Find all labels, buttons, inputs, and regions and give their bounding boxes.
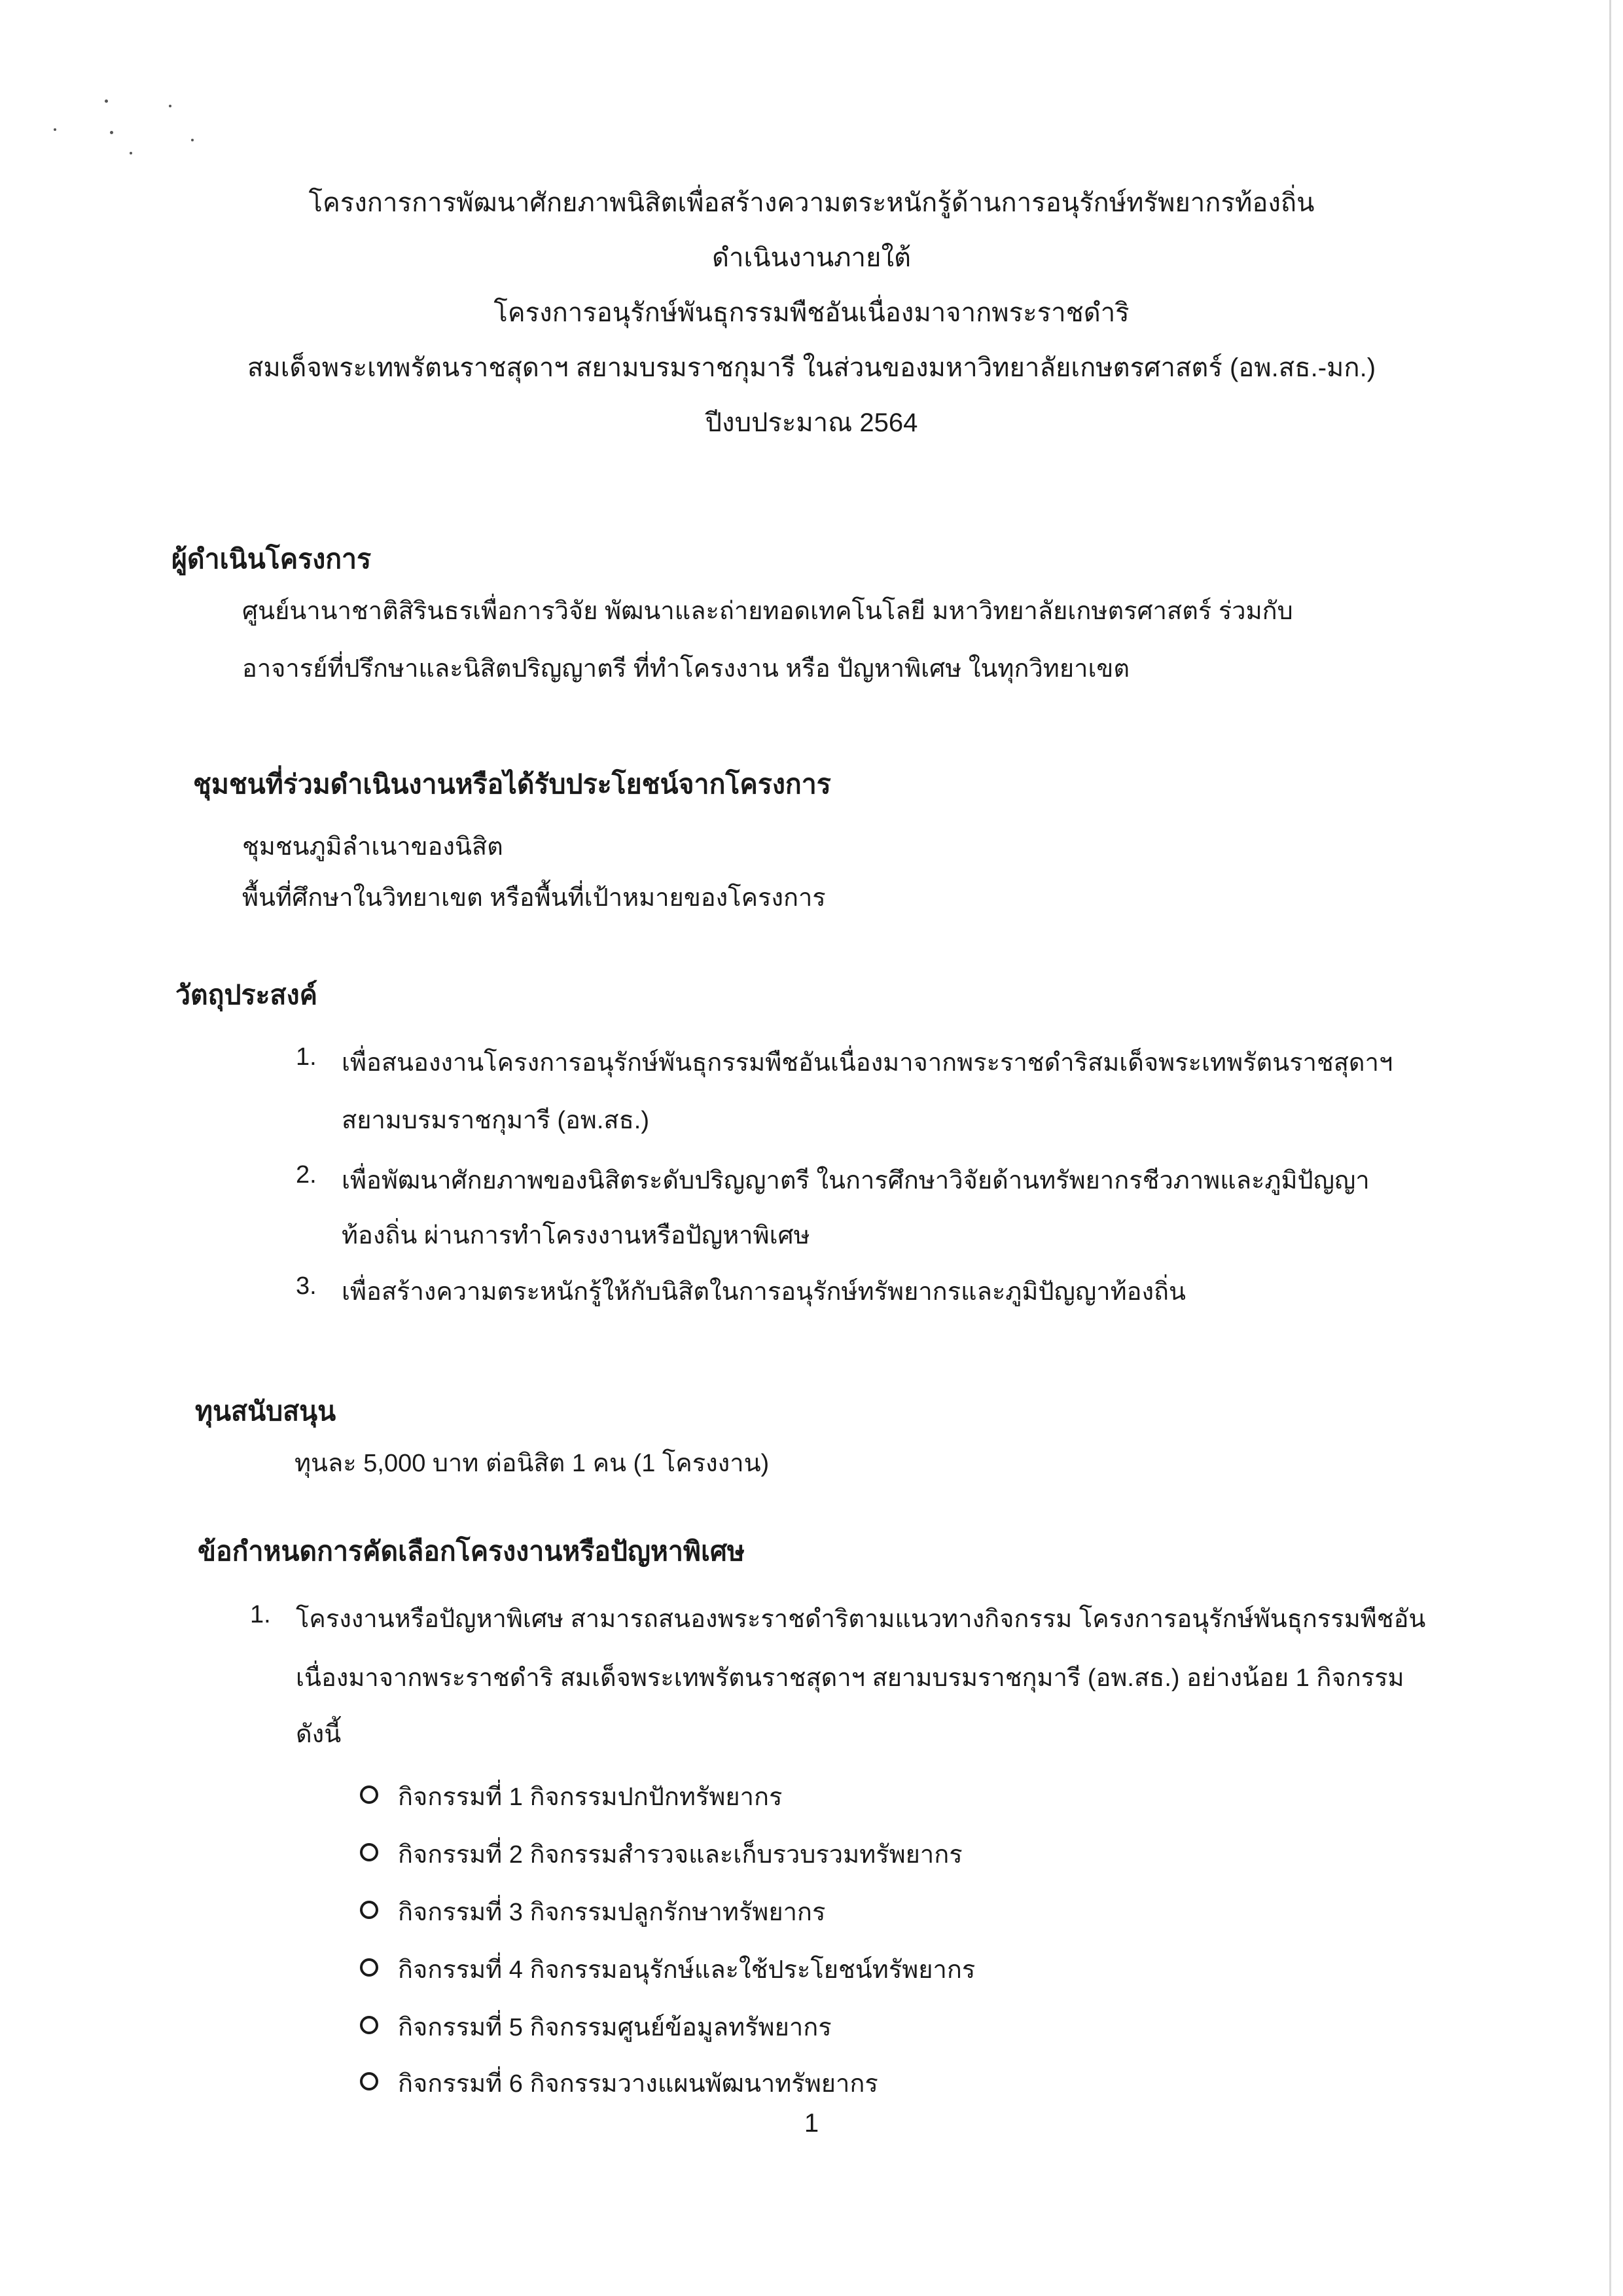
document-title <box>0 175 1623 450</box>
funding-text: ทุนละ 5,000 บาท ต่อนิสิต 1 คน (1 โครงงาน) <box>294 1450 770 1477</box>
operator-text: ศูนย์นานาชาติสิรินธรเพื่อการวิจัย พัฒนาและถ่ายทอดเทคโนโลยี มหาวิทยาลัยเกษตรศาสตร์ ร่วมกับ <box>242 598 1293 625</box>
objective-text: ท้องถิ่น ผ่านการทำโครงงานหรือปัญหาพิเศษ <box>342 1222 810 1249</box>
title-line: โครงการอนุรักษ์พันธุกรรมพืชอันเนื่องมาจากพระราชดำริ <box>493 298 1130 327</box>
criteria-text: โครงงานหรือปัญหาพิเศษ สามารถสนองพระราชดำริตามแนวทางกิจกรรม โครงการอนุรักษ์พันธุกรรมพืชอัน <box>296 1605 1426 1633</box>
circle-bullet-icon <box>360 2072 378 2090</box>
circle-bullet-icon <box>360 2016 378 2034</box>
objective-number: 1. <box>296 1043 317 1071</box>
criteria-text: ดังนี้ <box>296 1721 342 1748</box>
scan-speck <box>105 99 108 103</box>
title-line: ปีงบประมาณ 2564 <box>705 408 918 437</box>
community-heading: ชุมชนที่ร่วมดำเนินงานหรือได้รับประโยชน์จากโครงการ <box>193 769 831 799</box>
community-text: พื้นที่ศึกษาในวิทยาเขต หรือพื้นที่เป้าหมายของโครงการ <box>242 884 826 912</box>
title-line: โครงการการพัฒนาศักยภาพนิสิตเพื่อสร้างความตระหนักรู้ด้านการอนุรักษ์ทรัพยากรท้องถิ่น <box>308 188 1315 217</box>
activity-item: กิจกรรมที่ 3 กิจกรรมปลูกรักษาทรัพยากร <box>398 1899 826 1926</box>
circle-bullet-icon <box>360 1958 378 1977</box>
community-text: ชุมชนภูมิลำเนาของนิสิต <box>242 833 503 861</box>
operator-text: อาจารย์ที่ปรึกษาและนิสิตปริญญาตรี ที่ทำโครงงาน หรือ ปัญหาพิเศษ ในทุกวิทยาเขต <box>242 655 1130 683</box>
scan-speck <box>169 105 171 107</box>
activity-item: กิจกรรมที่ 5 กิจกรรมศูนย์ข้อมูลทรัพยากร <box>398 2014 832 2041</box>
objective-text: สยามบรมราชกุมารี (อพ.สธ.) <box>342 1107 650 1134</box>
objective-text: เพื่อพัฒนาศักยภาพของนิสิตระดับปริญญาตรี ในการศึกษาวิจัยด้านทรัพยากรชีวภาพและภูมิปัญญา <box>342 1167 1370 1194</box>
funding-heading: ทุนสนับสนุน <box>195 1396 336 1426</box>
objective-number: 2. <box>296 1161 317 1189</box>
objective-number: 3. <box>296 1272 317 1300</box>
circle-bullet-icon <box>360 1843 378 1861</box>
objectives-heading: วัตถุประสงค์ <box>175 980 318 1010</box>
scan-speck <box>130 152 132 154</box>
objective-text: เพื่อสนองงานโครงการอนุรักษ์พันธุกรรมพืชอันเนื่องมาจากพระราชดำริสมเด็จพระเทพรัตนราชสุดาฯ <box>342 1049 1393 1077</box>
title-line: สมเด็จพระเทพรัตนราชสุดาฯ สยามบรมราชกุมารี ในส่วนของมหาวิทยาลัยเกษตรศาสตร์ (อพ.สธ.-มก.) <box>247 353 1376 382</box>
operator-heading: ผู้ดำเนินโครงการ <box>171 544 372 574</box>
activity-item: กิจกรรมที่ 4 กิจกรรมอนุรักษ์และใช้ประโยชน์ทรัพยากร <box>398 1956 976 1984</box>
objective-text: เพื่อสร้างความตระหนักรู้ให้กับนิสิตในการอนุรักษ์ทรัพยากรและภูมิปัญญาท้องถิ่น <box>342 1278 1186 1306</box>
scan-speck <box>54 128 56 131</box>
scan-speck <box>191 139 194 141</box>
page-number: 1 <box>804 2109 819 2138</box>
circle-bullet-icon <box>360 1901 378 1919</box>
activity-item: กิจกรรมที่ 2 กิจกรรมสำรวจและเก็บรวบรวมทรัพยากร <box>398 1841 963 1869</box>
activity-item: กิจกรรมที่ 6 กิจกรรมวางแผนพัฒนาทรัพยากร <box>398 2070 878 2098</box>
criteria-text: เนื่องมาจากพระราชดำริ สมเด็จพระเทพรัตนราชสุดาฯ สยามบรมราชกุมารี (อพ.สธ.) อย่างน้อย 1 กิจกรรม <box>296 1664 1404 1692</box>
circle-bullet-icon <box>360 1785 378 1804</box>
title-line: ดำเนินงานภายใต้ <box>712 243 911 272</box>
scan-speck <box>110 131 113 134</box>
activity-item: กิจกรรมที่ 1 กิจกรรมปกปักทรัพยากร <box>398 1784 783 1811</box>
criteria-heading: ข้อกำหนดการคัดเลือกโครงงานหรือปัญหาพิเศษ <box>198 1536 745 1566</box>
criteria-number: 1. <box>250 1601 271 1628</box>
